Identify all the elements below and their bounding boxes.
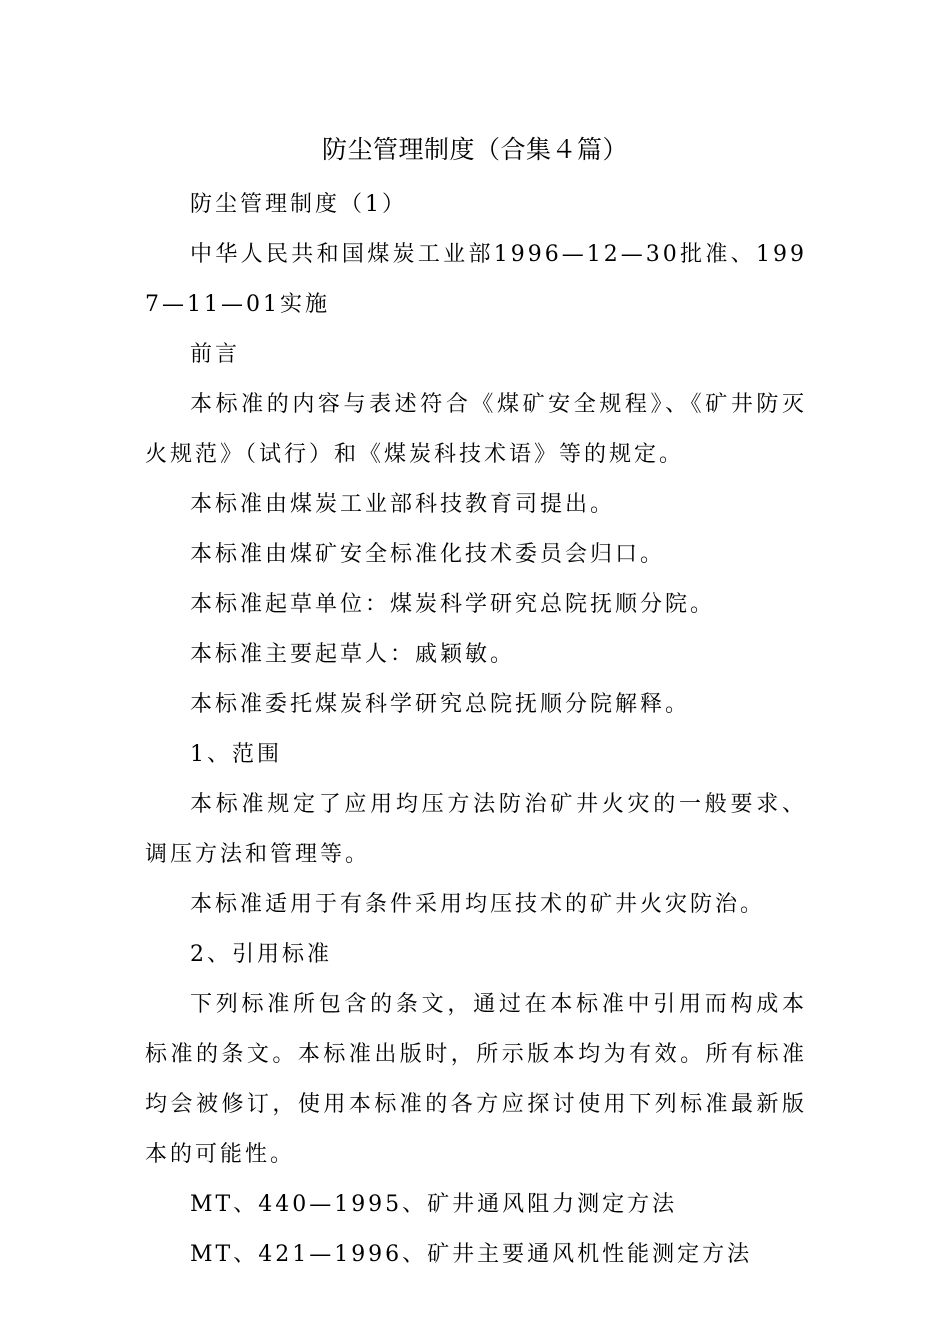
paragraph-subtitle: 防尘管理制度（1） bbox=[190, 192, 407, 217]
paragraph-preface-heading: 前言 bbox=[190, 342, 241, 367]
paragraph-approval: 中华人民共和国煤炭工业部1996—12—30批准、1997—11—01实施 bbox=[145, 242, 807, 317]
paragraph-centralized: 本标准由煤矿安全标准化技术委员会归口。 bbox=[190, 542, 666, 567]
paragraph-references: 下列标准所包含的条文，通过在本标准中引用而构成本标准的条文。本标准出版时，所示版本均为有效。所有标准均会被修订，使用本标准的各方应探讨使用下列标准最新版本的可能性。 bbox=[145, 992, 807, 1167]
paragraph-proposer: 本标准由煤炭工业部科技教育司提出。 bbox=[190, 492, 616, 517]
document-title: 防尘管理制度（合集４篇） bbox=[321, 135, 628, 164]
document-body bbox=[145, 180, 807, 1280]
reference-item: MT、421—1996、矿井主要通风机性能测定方法 bbox=[190, 1242, 753, 1267]
paragraph-applicability: 本标准适用于有条件采用均压技术的矿井火灾防治。 bbox=[190, 892, 766, 917]
paragraph-drafter: 本标准主要起草人：戚颖敏。 bbox=[190, 642, 516, 667]
paragraph-interpretation: 本标准委托煤炭科学研究总院抚顺分院解释。 bbox=[190, 692, 691, 717]
section-heading-references: 2、引用标准 bbox=[190, 942, 332, 967]
paragraph-drafting-unit: 本标准起草单位：煤炭科学研究总院抚顺分院。 bbox=[190, 592, 716, 617]
reference-item: MT、440—1995、矿井通风阻力测定方法 bbox=[190, 1192, 678, 1217]
paragraph-scope: 本标准规定了应用均压方法防治矿井火灾的一般要求、调压方法和管理等。 bbox=[145, 792, 807, 867]
paragraph-conformity: 本标准的内容与表述符合《煤矿安全规程》、《矿井防灭火规范》（试行）和《煤炭科技术语》等的规定。 bbox=[145, 392, 807, 467]
section-heading-scope: 1、范围 bbox=[190, 742, 282, 767]
